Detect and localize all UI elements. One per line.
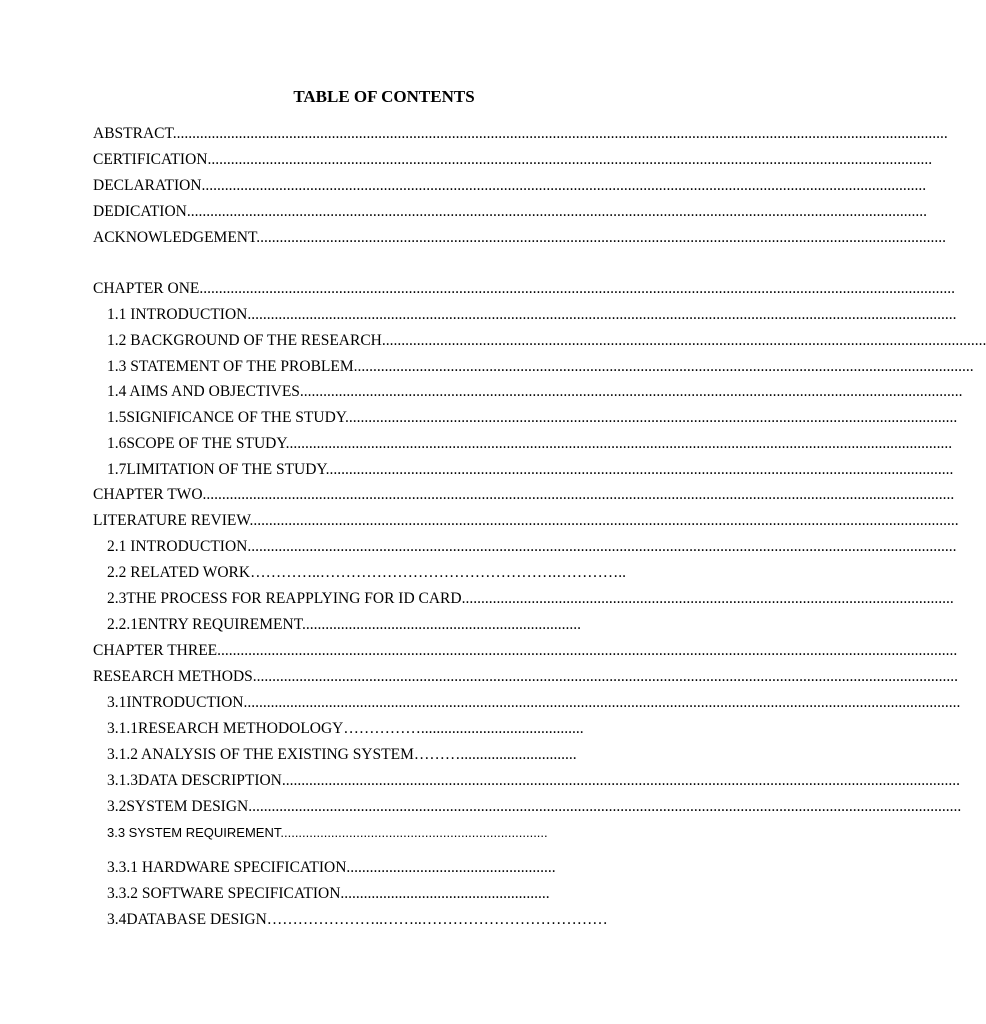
toc-entry-2-2-1: 2.2.1ENTRY REQUIREMENT........................................................................ xyxy=(107,616,582,633)
toc-entry-2-2: 2.2 RELATED WORK…………..……………………………………….………….. xyxy=(107,564,626,581)
toc-entry-dedication: DEDICATION............................................................................................................................................................................................... xyxy=(93,203,927,220)
toc-entry-1-5: 1.5SIGNIFICANCE OF THE STUDY.............................................................................................................................................................. xyxy=(107,409,958,426)
toc-entry-research-methods: RESEARCH METHODS...................................................................................................................................................................................... xyxy=(93,668,959,685)
toc-entry-1-2: 1.2 BACKGROUND OF THE RESEARCH............................................................................................................................................................ xyxy=(107,332,986,349)
toc-entry-3-4: 3.4DATABASE DESIGN…………………..……..……………………………… xyxy=(107,911,608,928)
toc-entry-3-2: 3.2SYSTEM DESIGN........................................................................................................................................................................................ xyxy=(107,798,962,815)
toc-title: TABLE OF CONTENTS xyxy=(293,87,475,106)
toc-entry-3-1-2: 3.1.2 ANALYSIS OF THE EXISTING SYSTEM……….............................. xyxy=(107,746,577,763)
toc-entry-3-1: 3.1INTRODUCTION......................................................................................................................................................................................... xyxy=(107,694,961,711)
toc-entry-1-3: 1.3 STATEMENT OF THE PROBLEM................................................................................................................................................................ xyxy=(107,358,974,375)
toc-entry-3-1-1: 3.1.1RESEARCH METHODOLOGY…………….......................................... xyxy=(107,720,584,737)
toc-entry-chapter-one: CHAPTER ONE................................................................................................................................................................................................... xyxy=(93,280,955,297)
toc-entry-3-3-2: 3.3.2 SOFTWARE SPECIFICATION...................................................... xyxy=(107,885,550,902)
toc-entry-declaration: DECLARATION........................................................................................................................................................................................... xyxy=(93,177,927,194)
toc-entry-2-1: 2.1 INTRODUCTION....................................................................................................................................................................................... xyxy=(107,538,957,555)
toc-entry-3-3: 3.3 SYSTEM REQUIREMENT.......................................................................... xyxy=(107,825,548,840)
toc-entry-1-7: 1.7LIMITATION OF THE STUDY.................................................................................................................................................................. xyxy=(107,461,954,478)
toc-entry-acknowledgement: ACKNOWLEDGEMENT.................................................................................................................................................................................. xyxy=(93,229,947,246)
toc-entry-literature-review: LITERATURE REVIEW....................................................................................................................................................................................... xyxy=(93,512,959,529)
toc-entry-1-4: 1.4 AIMS AND OBJECTIVES........................................................................................................................................................................... xyxy=(107,383,963,400)
toc-entry-3-1-3: 3.1.3DATA DESCRIPTION............................................................................................................................................................................... xyxy=(107,772,960,789)
toc-entry-chapter-three: CHAPTER THREE............................................................................................................................................................................................... xyxy=(93,642,958,659)
toc-entry-certification: CERTIFICATION........................................................................................................................................................................................... xyxy=(93,151,933,168)
toc-entry-3-3-1: 3.3.1 HARDWARE SPECIFICATION...................................................... xyxy=(107,859,556,876)
toc-entry-1-6: 1.6SCOPE OF THE STUDY............................................................................................................................................................................ xyxy=(107,435,953,452)
toc-entry-chapter-two: CHAPTER TWO.................................................................................................................................................................................................. xyxy=(93,486,955,503)
toc-entry-1-1: 1.1 INTRODUCTION....................................................................................................................................................................................... xyxy=(107,306,957,323)
toc-entry-abstract: ABSTRACT........................................................................................................................................................................................................ xyxy=(93,125,948,142)
toc-entry-2-3: 2.3THE PROCESS FOR REAPPLYING FOR ID CARD............................................................................................................................... xyxy=(107,590,954,607)
